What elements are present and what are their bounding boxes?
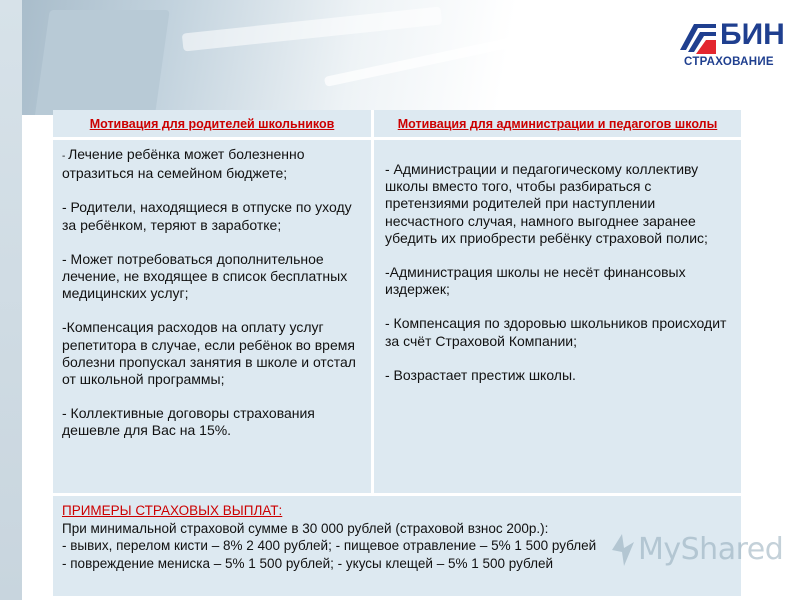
list-item: - Может потребоваться дополнительное лечение, не входящее в список бесплатных медицинских услуг;: [62, 250, 348, 302]
brand-name: БИН: [720, 18, 785, 51]
examples-title: ПРИМЕРЫ СТРАХОВЫХ ВЫПЛАТ:: [62, 503, 283, 518]
examples-line: При минимальной страховой сумме в 30 000 рублей (страховой взнос 200р.):: [62, 520, 549, 536]
header-parents: Мотивация для родителей школьников: [53, 110, 374, 137]
brand-logo: [676, 12, 786, 72]
watermark: [610, 528, 784, 574]
list-item: -Компенсация расходов на оплату услуг репетитора в случае, если ребёнок во время болезни пропускал занятия в школе и отстал от школьной программы;: [62, 319, 356, 388]
list-item: - Коллективные договоры страхования дешевле для Вас на 15%.: [62, 405, 315, 439]
administration-column: [374, 140, 741, 493]
list-item: -Администрация школы не несёт финансовых издержек;: [385, 264, 686, 298]
watermark-text: MyShared: [638, 532, 784, 567]
examples-line: - повреждение мениска – 5% 1 500 рублей; - укусы клещей – 5% 1 500 рублей: [62, 555, 554, 571]
background-strip: [0, 0, 22, 600]
logo-mark-icon: [676, 20, 720, 56]
header-photo: [22, 0, 622, 115]
table-body: [53, 140, 741, 496]
photo-fade: [482, 0, 602, 115]
motivation-table: [53, 110, 741, 596]
table-header: [53, 110, 741, 140]
list-item-text: Лечение ребёнка может болезненно отразиться на семейном бюджете;: [62, 146, 305, 182]
list-item: - Лечение ребёнка может болезненно отразиться на семейном бюджете;: [62, 146, 305, 182]
list-item: - Возрастает престиж школы.: [385, 366, 576, 383]
brand-subtitle: СТРАХОВАНИЕ: [684, 56, 774, 68]
list-item: - Администрации и педагогическому коллективу школы вместо того, чтобы разбираться с претензиями родителей при наступлении несчастного случая, намного выгоднее заранее убедить их приобрести ребёнку страховой полис;: [385, 161, 708, 246]
photo-shape: [34, 10, 169, 115]
header-administration: Мотивация для администрации и педагогов школы: [397, 116, 718, 131]
list-item: - Родители, находящиеся в отпуске по уходу за ребёнком, теряют в заработке;: [62, 199, 352, 233]
watermark-icon: [610, 530, 636, 570]
list-item: - Компенсация по здоровью школьников происходит за счёт Страховой Компании;: [385, 315, 727, 349]
examples-line: - вывих, перелом кисти – 8% 2 400 рублей; - пищевое отравление – 5% 1 500 рублей: [62, 538, 597, 553]
parents-column: [53, 140, 374, 493]
photo-shape: [182, 6, 442, 51]
